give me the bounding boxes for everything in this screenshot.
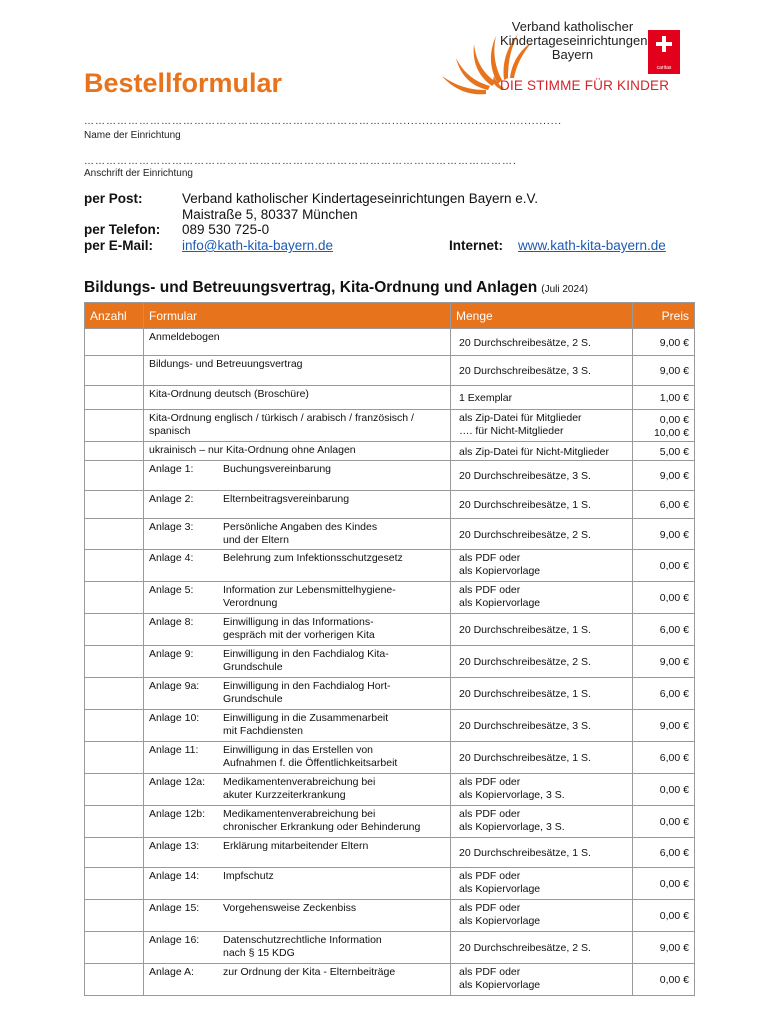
form-description: Bildungs- und Betreuungsvertrag — [149, 358, 303, 370]
email-link[interactable]: info@kath-kita-bayern.de — [182, 238, 334, 253]
form-description: Kita-Ordnung englisch / türkisch / arabisch / französisch / spanisch — [149, 412, 414, 437]
formular-cell — [144, 410, 451, 442]
quantity-description: als PDF oder als Kopiervorlage — [451, 550, 633, 582]
quantity-description: 20 Durchschreibesätze, 1 S. — [451, 742, 633, 774]
formular-cell — [144, 356, 451, 386]
quantity-input-cell[interactable] — [85, 461, 144, 491]
internet-label: Internet: — [449, 238, 503, 253]
formular-cell — [144, 710, 451, 742]
table-row — [85, 410, 695, 442]
quantity-input-cell[interactable] — [85, 646, 144, 678]
quantity-description: 20 Durchschreibesätze, 2 S. — [451, 519, 633, 550]
table-row — [85, 932, 695, 964]
name-caption: Name der Einrichtung — [84, 130, 181, 141]
quantity-input-cell[interactable] — [85, 550, 144, 582]
header-preis: Preis — [633, 303, 695, 329]
post-address-line-1: Verband katholischer Kindertageseinrichtungen Bayern e.V. — [182, 191, 538, 206]
table-row — [85, 964, 695, 996]
quantity-input-cell[interactable] — [85, 932, 144, 964]
quantity-input-cell[interactable] — [85, 900, 144, 932]
table-row — [85, 868, 695, 900]
quantity-description: als Zip-Datei für Nicht-Mitglieder — [451, 442, 633, 461]
org-name-logo — [500, 19, 648, 62]
quantity-input-cell[interactable] — [85, 868, 144, 900]
quantity-description: 20 Durchschreibesätze, 1 S. — [451, 614, 633, 646]
quantity-input-cell[interactable] — [85, 410, 144, 442]
formular-cell — [144, 550, 451, 582]
price-cell: 0,00 € — [633, 550, 695, 582]
quantity-description: als PDF oder als Kopiervorlage — [451, 868, 633, 900]
form-description: Einwilligung in die Zusammenarbeit mit Fachdiensten — [223, 712, 389, 737]
table-row — [85, 838, 695, 868]
table-row — [85, 646, 695, 678]
annex-label: Anlage 8: — [149, 616, 194, 628]
logo-line-2: Kindertageseinrichtungen — [500, 33, 648, 48]
table-row — [85, 491, 695, 519]
form-description: Datenschutzrechtliche Information nach § 15 KDG — [223, 934, 382, 959]
quantity-input-cell[interactable] — [85, 491, 144, 519]
quantity-description: als PDF oder als Kopiervorlage, 3 S. — [451, 806, 633, 838]
quantity-input-cell[interactable] — [85, 519, 144, 550]
form-description: Buchungsvereinbarung — [223, 463, 331, 475]
email-label: per E-Mail: — [84, 238, 154, 253]
internet-link[interactable]: www.kath-kita-bayern.de — [518, 238, 666, 253]
flame-cross-icon — [656, 36, 672, 52]
formular-cell — [144, 582, 451, 614]
form-description: Elternbeitragsvereinbarung — [223, 493, 350, 505]
price-cell: 9,00 € — [633, 356, 695, 386]
annex-label: Anlage 5: — [149, 584, 194, 596]
form-description: Einwilligung in das Informations- gespräch mit der vorherigen Kita — [223, 616, 375, 641]
price-cell: 9,00 € — [633, 646, 695, 678]
quantity-description: 20 Durchschreibesätze, 2 S. — [451, 932, 633, 964]
table-row — [85, 582, 695, 614]
price-cell: 6,00 € — [633, 614, 695, 646]
table-row — [85, 614, 695, 646]
caritas-label: caritas — [656, 65, 672, 71]
header-formular: Formular — [144, 303, 451, 329]
form-description: Einwilligung in den Fachdialog Hort- Grundschule — [223, 680, 391, 705]
quantity-input-cell[interactable] — [85, 774, 144, 806]
section-heading — [84, 279, 588, 297]
form-description: Anmeldebogen — [149, 331, 220, 343]
quantity-description: 20 Durchschreibesätze, 3 S. — [451, 461, 633, 491]
form-description: Persönliche Angaben des Kindes und der Eltern — [223, 521, 378, 546]
formular-cell — [144, 838, 451, 868]
formular-cell — [144, 964, 451, 996]
price-cell: 0,00 € — [633, 900, 695, 932]
phone-label: per Telefon: — [84, 222, 161, 237]
quantity-input-cell[interactable] — [85, 442, 144, 461]
price-cell: 6,00 € — [633, 491, 695, 519]
quantity-input-cell[interactable] — [85, 742, 144, 774]
table-row — [85, 386, 695, 410]
address-caption: Anschrift der Einrichtung — [84, 168, 193, 179]
price-cell: 6,00 € — [633, 742, 695, 774]
formular-cell — [144, 461, 451, 491]
quantity-input-cell[interactable] — [85, 329, 144, 356]
table-row — [85, 742, 695, 774]
price-cell: 0,00 € 10,00 € — [633, 410, 695, 442]
form-description: ukrainisch – nur Kita-Ordnung ohne Anlagen — [149, 444, 356, 456]
form-description: Einwilligung in den Fachdialog Kita- Grundschule — [223, 648, 389, 673]
logo-line-3: Bayern — [551, 47, 594, 62]
table-row — [85, 519, 695, 550]
section-title: Bildungs- und Betreuungsvertrag, Kita-Ordnung und Anlagen — [84, 279, 538, 296]
formular-cell — [144, 491, 451, 519]
form-description: zur Ordnung der Kita - Elternbeiträge — [223, 966, 396, 978]
caritas-logo — [648, 30, 680, 74]
price-cell: 9,00 € — [633, 519, 695, 550]
form-description: Medikamentenverabreichung bei akuter Kurzzeiterkrankung — [223, 776, 376, 801]
formular-cell — [144, 386, 451, 410]
quantity-input-cell[interactable] — [85, 710, 144, 742]
quantity-description: als Zip-Datei für Mitglieder …. für Nicht-Mitglieder — [451, 410, 633, 442]
logo-slogan: DIE STIMME FÜR KINDER — [500, 78, 670, 93]
logo-line-1: Verband katholischer — [511, 19, 634, 34]
quantity-input-cell[interactable] — [85, 356, 144, 386]
table-row — [85, 678, 695, 710]
formular-cell — [144, 900, 451, 932]
quantity-description: 20 Durchschreibesätze, 1 S. — [451, 491, 633, 519]
quantity-input-cell[interactable] — [85, 806, 144, 838]
table-row — [85, 774, 695, 806]
quantity-description: 20 Durchschreibesätze, 1 S. — [451, 838, 633, 868]
formular-cell — [144, 774, 451, 806]
table-row — [85, 900, 695, 932]
price-cell: 9,00 € — [633, 461, 695, 491]
form-description: Kita-Ordnung deutsch (Broschüre) — [149, 388, 309, 400]
price-cell: 0,00 € — [633, 774, 695, 806]
form-description: Impfschutz — [223, 870, 274, 882]
table-row — [85, 710, 695, 742]
annex-label: Anlage 1: — [149, 463, 194, 475]
formular-cell — [144, 519, 451, 550]
price-cell: 0,00 € — [633, 964, 695, 996]
price-cell: 0,00 € — [633, 868, 695, 900]
price-cell: 9,00 € — [633, 710, 695, 742]
quantity-description: 20 Durchschreibesätze, 3 S. — [451, 356, 633, 386]
name-fill-line[interactable]: …………………………………………………………………………............................................. — [84, 116, 563, 127]
formular-cell — [144, 806, 451, 838]
annex-label: Anlage 9a: — [149, 680, 200, 692]
annex-label: Anlage 12b: — [149, 808, 206, 820]
table-row — [85, 356, 695, 386]
table-row — [85, 461, 695, 491]
page-title: Bestellformular — [84, 68, 283, 98]
annex-label: Anlage A: — [149, 966, 194, 978]
formular-cell — [144, 868, 451, 900]
price-cell: 6,00 € — [633, 838, 695, 868]
quantity-input-cell[interactable] — [85, 678, 144, 710]
formular-cell — [144, 932, 451, 964]
post-address-line-2: Maistraße 5, 80337 München — [182, 207, 358, 222]
form-description: Erklärung mitarbeitender Eltern — [223, 840, 369, 852]
quantity-description: 20 Durchschreibesätze, 3 S. — [451, 710, 633, 742]
form-description: Vorgehensweise Zeckenbiss — [223, 902, 357, 914]
table-row — [85, 442, 695, 461]
annex-label: Anlage 16: — [149, 934, 200, 946]
form-description: Belehrung zum Infektionsschutzgesetz — [223, 552, 403, 564]
header-anzahl: Anzahl — [85, 303, 144, 329]
table-row — [85, 550, 695, 582]
table-row — [85, 806, 695, 838]
formular-cell — [144, 678, 451, 710]
quantity-description: als PDF oder als Kopiervorlage — [451, 964, 633, 996]
price-cell: 1,00 € — [633, 386, 695, 410]
annex-label: Anlage 2: — [149, 493, 194, 505]
annex-label: Anlage 14: — [149, 870, 200, 882]
formular-cell — [144, 742, 451, 774]
quantity-description: als PDF oder als Kopiervorlage, 3 S. — [451, 774, 633, 806]
formular-cell — [144, 614, 451, 646]
section-date: (Juli 2024) — [541, 284, 588, 295]
post-label: per Post: — [84, 191, 143, 206]
formular-cell — [144, 329, 451, 356]
formular-cell — [144, 646, 451, 678]
quantity-description: 1 Exemplar — [451, 386, 633, 410]
form-description: Information zur Lebensmittelhygiene- Verordnung — [223, 584, 396, 609]
quantity-description: als PDF oder als Kopiervorlage — [451, 582, 633, 614]
quantity-input-cell[interactable] — [85, 614, 144, 646]
price-cell: 0,00 € — [633, 582, 695, 614]
annex-label: Anlage 12a: — [149, 776, 206, 788]
annex-label: Anlage 10: — [149, 712, 200, 724]
quantity-input-cell[interactable] — [85, 964, 144, 996]
price-cell: 9,00 € — [633, 329, 695, 356]
annex-label: Anlage 4: — [149, 552, 194, 564]
quantity-description: als PDF oder als Kopiervorlage — [451, 900, 633, 932]
quantity-input-cell[interactable] — [85, 838, 144, 868]
order-table — [84, 302, 695, 996]
quantity-description: 20 Durchschreibesätze, 1 S. — [451, 678, 633, 710]
address-fill-line[interactable]: ………………………………………………………………………………………………………. — [84, 156, 517, 167]
annex-label: Anlage 11: — [149, 744, 199, 756]
price-cell: 6,00 € — [633, 678, 695, 710]
header-menge: Menge — [451, 303, 633, 329]
annex-label: Anlage 9: — [149, 648, 194, 660]
table-row — [85, 329, 695, 356]
quantity-description: 20 Durchschreibesätze, 2 S. — [451, 329, 633, 356]
formular-cell — [144, 442, 451, 461]
price-cell: 9,00 € — [633, 932, 695, 964]
quantity-input-cell[interactable] — [85, 386, 144, 410]
price-cell: 0,00 € — [633, 806, 695, 838]
price-cell: 5,00 € — [633, 442, 695, 461]
quantity-description: 20 Durchschreibesätze, 2 S. — [451, 646, 633, 678]
annex-label: Anlage 15: — [149, 902, 200, 914]
quantity-input-cell[interactable] — [85, 582, 144, 614]
table-header-row — [85, 303, 695, 329]
form-description: Einwilligung in das Erstellen von Aufnahmen f. die Öffentlichkeitsarbeit — [223, 744, 398, 769]
phone-number[interactable]: 089 530 725-0 — [182, 222, 270, 237]
annex-label: Anlage 13: — [149, 840, 200, 852]
form-description: Medikamentenverabreichung bei chronischer Erkrankung oder Behinderung — [223, 808, 421, 833]
annex-label: Anlage 3: — [149, 521, 194, 533]
